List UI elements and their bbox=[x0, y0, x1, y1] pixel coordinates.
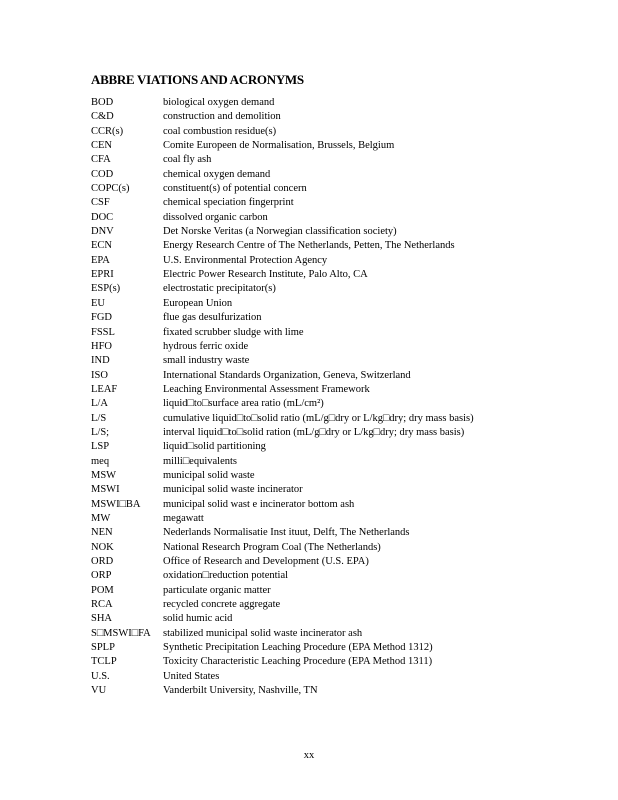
abbreviation-definition: megawatt bbox=[163, 512, 204, 524]
abbreviation-definition: recycled concrete aggregate bbox=[163, 599, 281, 611]
abbreviation-definition: National Research Program Coal (The Netherlands) bbox=[163, 541, 381, 553]
abbreviation-definition: Electric Power Research Institute, Palo Alto, CA bbox=[163, 269, 368, 281]
abbreviation-row bbox=[91, 526, 571, 540]
abbreviation-definition: European Union bbox=[163, 297, 233, 309]
abbreviation-row bbox=[91, 627, 571, 641]
abbreviation-definition: U.S. Environmental Protection Agency bbox=[163, 254, 328, 266]
abbreviation-definition: Office of Research and Development (U.S. EPA) bbox=[163, 556, 369, 567]
abbreviation-row bbox=[91, 96, 571, 110]
abbreviation-definition: Vanderbilt University, Nashville, TN bbox=[163, 685, 318, 697]
abbreviation-term: S□MSWI□FA bbox=[91, 627, 151, 639]
abbreviation-definition: municipal solid wast e incinerator bottom ash bbox=[163, 498, 355, 510]
abbreviation-term: MSW bbox=[91, 469, 117, 481]
abbreviation-row bbox=[91, 340, 571, 354]
abbreviation-term: ORP bbox=[91, 570, 112, 582]
abbreviation-row bbox=[91, 268, 571, 282]
abbreviation-row bbox=[91, 498, 571, 512]
abbreviation-row bbox=[91, 225, 571, 239]
abbreviation-term: MSWI bbox=[91, 484, 120, 496]
abbreviation-term: CEN bbox=[91, 140, 112, 152]
abbreviation-definition: stabilized municipal solid waste incinerator ash bbox=[163, 627, 363, 639]
abbreviation-row bbox=[91, 555, 571, 569]
abbreviation-definition: Det Norske Veritas (a Norwegian classification society) bbox=[163, 226, 397, 238]
abbreviation-term: COPC(s) bbox=[91, 183, 130, 195]
abbreviation-row bbox=[91, 512, 571, 526]
abbreviation-term: ORD bbox=[91, 556, 114, 567]
abbreviation-definition: cumulative liquid□to□solid ratio (mL/g□dry or L/kg□dry; dry mass basis) bbox=[163, 412, 474, 424]
abbreviation-row bbox=[91, 412, 571, 426]
abbreviation-row bbox=[91, 655, 571, 669]
abbreviation-definition: coal fly ash bbox=[163, 154, 212, 166]
abbreviation-definition: Nederlands Normalisatie Inst ituut, Delft, The Netherlands bbox=[163, 527, 410, 539]
abbreviation-term: COD bbox=[91, 168, 114, 180]
abbreviation-term: TCLP bbox=[91, 656, 117, 668]
abbreviation-definition: biological oxygen demand bbox=[163, 97, 275, 108]
abbreviation-row bbox=[91, 684, 571, 698]
abbreviation-definition: International Standards Organization, Geneva, Switzerland bbox=[163, 369, 411, 381]
page-number: xx bbox=[303, 750, 315, 761]
abbreviation-term: DOC bbox=[91, 211, 114, 223]
abbreviation-definition: Synthetic Precipitation Leaching Procedure (EPA Method 1312) bbox=[163, 642, 433, 654]
abbreviation-row bbox=[91, 354, 571, 368]
abbreviation-definition: constituent(s) of potential concern bbox=[163, 183, 307, 195]
abbreviation-definition: dissolved organic carbon bbox=[163, 211, 268, 223]
abbreviation-definition: milli□equivalents bbox=[163, 455, 237, 467]
abbreviation-row bbox=[91, 254, 571, 268]
abbreviation-term: SHA bbox=[91, 613, 113, 625]
abbreviation-term: CCR(s) bbox=[91, 125, 124, 137]
abbreviation-row bbox=[91, 168, 571, 182]
abbreviation-row bbox=[91, 326, 571, 340]
abbreviation-definition: Energy Research Centre of The Netherlands, Petten, The Netherlands bbox=[163, 240, 455, 252]
abbreviation-term: RCA bbox=[91, 599, 113, 611]
abbreviation-row bbox=[91, 455, 571, 469]
abbreviation-row bbox=[91, 483, 571, 497]
abbreviation-definition: interval liquid□to□solid ration (mL/g□dry or L/kg□dry; dry mass basis) bbox=[163, 426, 465, 438]
abbreviation-term: CSF bbox=[91, 197, 110, 209]
abbreviation-term: ECN bbox=[91, 240, 112, 252]
abbreviation-row bbox=[91, 469, 571, 483]
abbreviation-term: VU bbox=[91, 685, 107, 697]
abbreviation-term: L/S; bbox=[91, 426, 110, 438]
abbreviation-definition: municipal solid waste bbox=[163, 469, 255, 481]
abbreviation-term: FGD bbox=[91, 312, 113, 324]
abbreviation-definition: municipal solid waste incinerator bbox=[163, 484, 303, 496]
abbreviation-row bbox=[91, 125, 571, 139]
abbreviation-definition: flue gas desulfurization bbox=[163, 312, 262, 324]
abbreviation-term: HFO bbox=[91, 340, 113, 352]
abbreviation-definition: electrostatic precipitator(s) bbox=[163, 283, 276, 295]
abbreviation-term: LSP bbox=[91, 441, 110, 453]
abbreviation-definition: fixated scrubber sludge with lime bbox=[163, 326, 304, 338]
abbreviation-definition: small industry waste bbox=[163, 355, 250, 367]
abbreviation-definition: chemical oxygen demand bbox=[163, 168, 271, 180]
abbreviation-row bbox=[91, 196, 571, 210]
abbreviation-row bbox=[91, 598, 571, 612]
abbreviation-row bbox=[91, 182, 571, 196]
abbreviation-definition: hydrous ferric oxide bbox=[163, 340, 249, 352]
abbreviation-row bbox=[91, 426, 571, 440]
abbreviation-row bbox=[91, 541, 571, 555]
abbreviation-definition: chemical speciation fingerprint bbox=[163, 197, 294, 209]
abbreviation-definition: particulate organic matter bbox=[163, 584, 271, 596]
abbreviation-row bbox=[91, 670, 571, 684]
abbreviation-term: CFA bbox=[91, 154, 111, 166]
abbreviation-definition: solid humic acid bbox=[163, 613, 233, 625]
abbreviation-row bbox=[91, 139, 571, 153]
abbreviation-row bbox=[91, 612, 571, 626]
abbreviation-row bbox=[91, 110, 571, 124]
abbreviation-row bbox=[91, 584, 571, 598]
abbreviation-definition: coal combustion residue(s) bbox=[163, 125, 277, 137]
abbreviation-term: EU bbox=[91, 297, 105, 309]
abbreviation-definition: Toxicity Characteristic Leaching Procedure (EPA Method 1311) bbox=[163, 656, 433, 668]
abbreviation-term: ISO bbox=[91, 369, 108, 381]
abbreviation-definition: United States bbox=[163, 670, 220, 682]
abbreviation-term: SPLP bbox=[91, 642, 115, 654]
abbreviation-definition: construction and demolition bbox=[163, 111, 281, 123]
abbreviation-row bbox=[91, 211, 571, 225]
abbreviation-term: FSSL bbox=[91, 326, 115, 338]
abbreviation-row bbox=[91, 440, 571, 454]
abbreviation-term: L/S bbox=[91, 412, 107, 424]
abbreviation-term: DNV bbox=[91, 226, 114, 238]
abbreviation-row bbox=[91, 383, 571, 397]
abbreviation-row bbox=[91, 369, 571, 383]
abbreviation-term: IND bbox=[91, 355, 110, 367]
abbreviation-row bbox=[91, 641, 571, 655]
abbreviation-term: ESP(s) bbox=[91, 283, 121, 295]
abbreviation-term: NEN bbox=[91, 527, 113, 539]
abbreviation-definition: Leaching Environmental Assessment Framework bbox=[163, 383, 370, 395]
section-heading: ABBRE VIATIONS AND ACRONYMS bbox=[91, 72, 304, 87]
abbreviation-row bbox=[91, 297, 571, 311]
abbreviation-definition: liquid□solid partitioning bbox=[163, 441, 266, 453]
abbreviation-term: BOD bbox=[91, 97, 114, 108]
abbreviation-term: POM bbox=[91, 584, 114, 596]
abbreviation-row bbox=[91, 569, 571, 583]
abbreviation-term: LEAF bbox=[91, 383, 118, 395]
abbreviation-definition: Comite Europeen de Normalisation, Brussels, Belgium bbox=[163, 140, 395, 152]
abbreviation-term: NOK bbox=[91, 541, 114, 553]
abbreviation-term: U.S. bbox=[91, 670, 110, 682]
abbreviation-term: meq bbox=[91, 455, 110, 467]
abbreviation-term: EPA bbox=[91, 254, 110, 266]
abbreviation-row bbox=[91, 282, 571, 296]
abbreviation-term: L/A bbox=[91, 398, 108, 410]
abbreviation-term: C&D bbox=[91, 111, 114, 123]
abbreviation-list bbox=[91, 96, 571, 698]
abbreviation-row bbox=[91, 239, 571, 253]
abbreviation-row bbox=[91, 153, 571, 167]
abbreviation-term: EPRI bbox=[91, 269, 114, 281]
abbreviation-row bbox=[91, 311, 571, 325]
abbreviation-row bbox=[91, 397, 571, 411]
abbreviation-definition: liquid□to□surface area ratio (mL/cm²) bbox=[163, 398, 324, 410]
abbreviation-term: MW bbox=[91, 512, 111, 524]
abbreviation-term: MSWI□BA bbox=[91, 498, 141, 510]
abbreviation-definition: oxidation□reduction potential bbox=[163, 570, 289, 582]
